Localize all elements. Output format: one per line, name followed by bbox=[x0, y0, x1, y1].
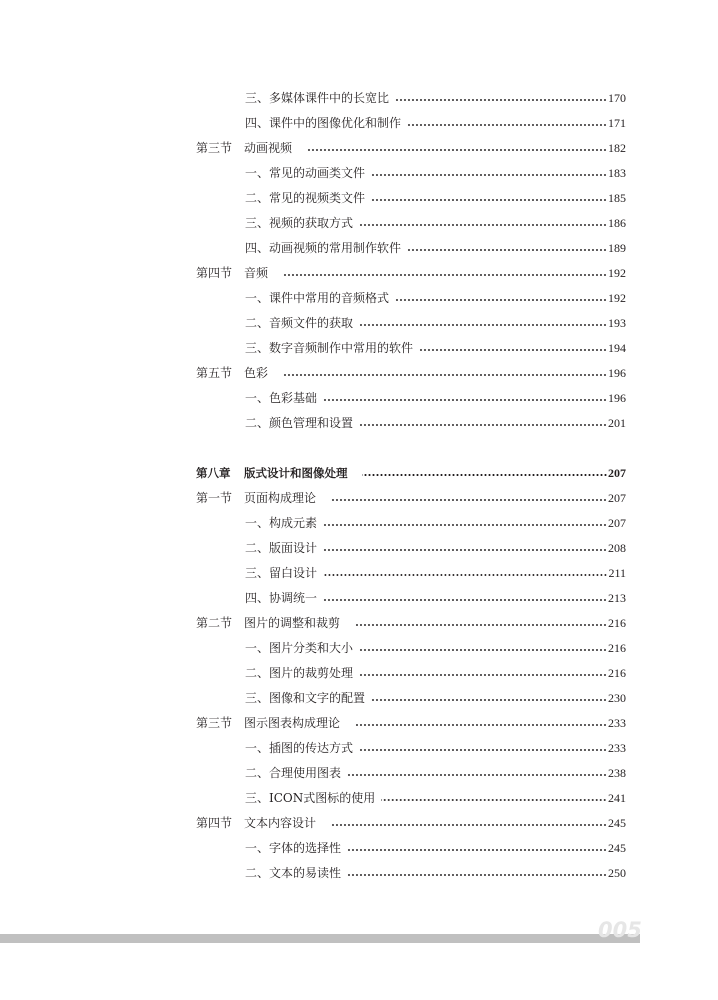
entry-title: 三、视频的获取方式 bbox=[245, 216, 354, 230]
entry-title: 一、构成元素 bbox=[245, 516, 318, 530]
entry-page: 186 bbox=[608, 216, 626, 230]
entry-page: 196 bbox=[608, 366, 626, 380]
section-number: 第一节 bbox=[196, 491, 233, 505]
entry-page: 208 bbox=[608, 541, 626, 555]
leader-dots bbox=[359, 324, 607, 326]
entry-page: 245 bbox=[608, 841, 626, 855]
section-label: 页面构成理论 bbox=[244, 491, 317, 505]
toc-entry[interactable] bbox=[0, 588, 718, 608]
entry-title: 二、文本的易读性 bbox=[245, 866, 342, 880]
entry-title: 一、色彩基础 bbox=[245, 391, 318, 405]
entry-page: 213 bbox=[608, 591, 626, 605]
leader-dots bbox=[395, 299, 607, 301]
toc-entry[interactable] bbox=[0, 863, 718, 883]
entry-title: 一、课件中常用的音频格式 bbox=[245, 291, 390, 305]
section-title bbox=[196, 488, 316, 508]
toc-entry[interactable] bbox=[0, 288, 718, 308]
section-title bbox=[196, 363, 268, 383]
section-number: 第二节 bbox=[196, 616, 233, 630]
entry-title: 四、课件中的图像优化和制作 bbox=[245, 116, 402, 130]
section-title bbox=[196, 713, 340, 733]
toc-section[interactable] bbox=[0, 613, 718, 633]
section-label: 音频 bbox=[244, 266, 269, 280]
entry-page: 201 bbox=[608, 416, 626, 430]
entry-title: 四、协调统一 bbox=[245, 591, 318, 605]
leader-dots bbox=[371, 199, 607, 201]
leader-dots bbox=[306, 149, 607, 151]
chapter-number: 第八章 bbox=[196, 466, 231, 480]
section-title bbox=[196, 613, 340, 633]
toc-section[interactable] bbox=[0, 813, 718, 833]
leader-dots bbox=[381, 799, 607, 801]
toc-entry[interactable] bbox=[0, 738, 718, 758]
entry-title: 二、常见的视频类文件 bbox=[245, 191, 366, 205]
leader-dots bbox=[371, 174, 607, 176]
entry-page: 241 bbox=[608, 791, 626, 805]
chapter-title bbox=[196, 463, 348, 483]
leader-dots bbox=[419, 349, 607, 351]
entry-page: 233 bbox=[608, 741, 626, 755]
section-label: 动画视频 bbox=[244, 141, 293, 155]
leader-dots bbox=[395, 99, 607, 101]
toc-entry[interactable] bbox=[0, 313, 718, 333]
toc-chapter[interactable] bbox=[0, 463, 718, 483]
leader-dots bbox=[371, 699, 607, 701]
toc-entry[interactable] bbox=[0, 88, 718, 108]
toc-entry[interactable] bbox=[0, 513, 718, 533]
entry-title: 一、常见的动画类文件 bbox=[245, 166, 366, 180]
section-number: 第三节 bbox=[196, 716, 233, 730]
toc-entry[interactable] bbox=[0, 388, 718, 408]
leader-dots bbox=[330, 824, 607, 826]
toc-section[interactable] bbox=[0, 263, 718, 283]
section-label: 色彩 bbox=[244, 366, 269, 380]
leader-dots bbox=[354, 624, 607, 626]
toc-section[interactable] bbox=[0, 138, 718, 158]
entry-title: 三、图像和文字的配置 bbox=[245, 691, 366, 705]
entry-title: 二、版面设计 bbox=[245, 541, 318, 555]
section-number: 第五节 bbox=[196, 366, 233, 380]
entry-title: 三、留白设计 bbox=[245, 566, 318, 580]
toc-entry[interactable] bbox=[0, 563, 718, 583]
leader-dots bbox=[407, 249, 607, 251]
entry-title: 四、动画视频的常用制作软件 bbox=[245, 241, 402, 255]
entry-page: 211 bbox=[608, 566, 626, 580]
leader-dots bbox=[362, 474, 608, 476]
entry-page: 182 bbox=[608, 141, 626, 155]
leader-dots bbox=[323, 549, 607, 551]
leader-dots bbox=[359, 649, 607, 651]
entry-page: 207 bbox=[608, 491, 626, 505]
entry-title: 二、颜色管理和设置 bbox=[245, 416, 354, 430]
entry-title: 三、多媒体课件中的长宽比 bbox=[245, 91, 390, 105]
entry-title: 二、合理使用图表 bbox=[245, 766, 342, 780]
entry-page: 207 bbox=[608, 466, 626, 480]
toc-section[interactable] bbox=[0, 713, 718, 733]
page-number: 005 bbox=[598, 918, 642, 942]
leader-dots bbox=[323, 574, 607, 576]
entry-page: 192 bbox=[608, 266, 626, 280]
entry-page: 171 bbox=[608, 116, 626, 130]
toc-section[interactable] bbox=[0, 488, 718, 508]
leader-dots bbox=[323, 599, 607, 601]
toc-entry[interactable] bbox=[0, 638, 718, 658]
toc-entry[interactable] bbox=[0, 413, 718, 433]
entry-page: 196 bbox=[608, 391, 626, 405]
section-title bbox=[196, 813, 316, 833]
toc-entry[interactable] bbox=[0, 763, 718, 783]
toc-entry[interactable] bbox=[0, 163, 718, 183]
leader-dots bbox=[359, 224, 607, 226]
section-label: 图示图表构成理论 bbox=[244, 716, 341, 730]
leader-dots bbox=[359, 674, 607, 676]
toc-entry[interactable] bbox=[0, 213, 718, 233]
entry-page: 207 bbox=[608, 516, 626, 530]
leader-dots bbox=[407, 124, 607, 126]
entry-title: 二、图片的裁剪处理 bbox=[245, 666, 354, 680]
entry-title: 一、图片分类和大小 bbox=[245, 641, 354, 655]
toc-entry[interactable] bbox=[0, 113, 718, 133]
leader-dots bbox=[347, 874, 607, 876]
chapter-label: 版式设计和图像处理 bbox=[244, 466, 348, 480]
footer-bar bbox=[0, 934, 640, 943]
toc-entry[interactable] bbox=[0, 788, 718, 808]
entry-title: 三、ICON式图标的使用 bbox=[245, 791, 376, 805]
entry-page: 238 bbox=[608, 766, 626, 780]
leader-dots bbox=[347, 774, 607, 776]
toc-entry[interactable] bbox=[0, 188, 718, 208]
toc-entry[interactable] bbox=[0, 838, 718, 858]
entry-page: 183 bbox=[608, 166, 626, 180]
entry-page: 230 bbox=[608, 691, 626, 705]
leader-dots bbox=[323, 399, 607, 401]
leader-dots bbox=[282, 374, 607, 376]
entry-page: 170 bbox=[608, 91, 626, 105]
toc-entry[interactable] bbox=[0, 238, 718, 258]
entry-page: 216 bbox=[608, 666, 626, 680]
leader-dots bbox=[330, 499, 607, 501]
leader-dots bbox=[282, 274, 607, 276]
section-label: 图片的调整和裁剪 bbox=[244, 616, 341, 630]
entry-page: 233 bbox=[608, 716, 626, 730]
entry-page: 216 bbox=[608, 616, 626, 630]
leader-dots bbox=[354, 724, 607, 726]
entry-title: 二、音频文件的获取 bbox=[245, 316, 354, 330]
entry-title: 三、数字音频制作中常用的软件 bbox=[245, 341, 414, 355]
toc-entry[interactable] bbox=[0, 538, 718, 558]
entry-page: 194 bbox=[608, 341, 626, 355]
entry-page: 245 bbox=[608, 816, 626, 830]
entry-page: 216 bbox=[608, 641, 626, 655]
entry-page: 192 bbox=[608, 291, 626, 305]
section-number: 第四节 bbox=[196, 816, 233, 830]
section-number: 第四节 bbox=[196, 266, 233, 280]
toc-entry[interactable] bbox=[0, 338, 718, 358]
entry-title: 一、插图的传达方式 bbox=[245, 741, 354, 755]
section-title bbox=[196, 138, 292, 158]
entry-page: 189 bbox=[608, 241, 626, 255]
section-title bbox=[196, 263, 268, 283]
leader-dots bbox=[359, 424, 607, 426]
entry-title: 一、字体的选择性 bbox=[245, 841, 342, 855]
leader-dots bbox=[347, 849, 607, 851]
toc-entry[interactable] bbox=[0, 663, 718, 683]
entry-page: 250 bbox=[608, 866, 626, 880]
entry-page: 185 bbox=[608, 191, 626, 205]
leader-dots bbox=[359, 749, 607, 751]
toc-section[interactable] bbox=[0, 363, 718, 383]
toc-entry[interactable] bbox=[0, 688, 718, 708]
section-number: 第三节 bbox=[196, 141, 233, 155]
entry-page: 193 bbox=[608, 316, 626, 330]
section-label: 文本内容设计 bbox=[244, 816, 317, 830]
leader-dots bbox=[323, 524, 607, 526]
